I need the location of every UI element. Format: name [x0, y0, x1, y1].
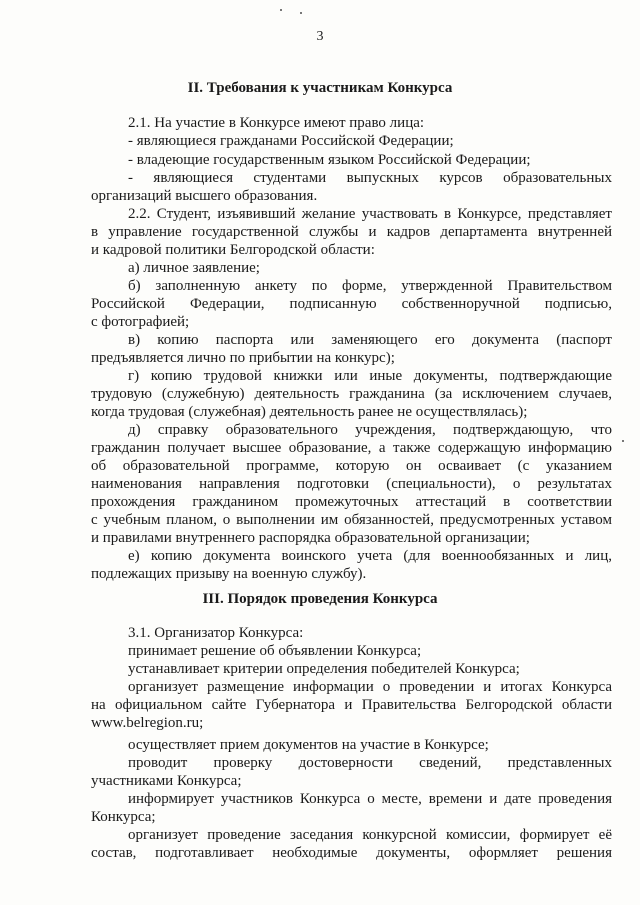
paragraph-line: предъявляется лично по прибытии на конкурс);: [91, 350, 395, 366]
paragraph-line: организаций высшего образования.: [91, 188, 318, 204]
paragraph-line: 2.1. На участие в Конкурсе имеют право лица:: [128, 115, 425, 131]
paragraph-line: организует проведение заседания конкурсной комиссии, формирует её: [128, 827, 612, 843]
paragraph-line: - являющиеся гражданами Российской Федерации;: [128, 133, 454, 149]
paragraph-line: Российской Федерации, подписанную собственноручной подписью,: [91, 296, 612, 312]
paragraph-line: гражданин получает высшее образование, а также содержащую информацию: [91, 440, 612, 456]
paragraph-line: подлежащих призыву на военную службу).: [91, 566, 367, 582]
paragraph-line: www.belregion.ru;: [91, 715, 204, 731]
paragraph-line: когда трудовая (служебная) деятельность ранее не осуществлялась);: [91, 404, 528, 420]
paragraph-line: и кадровой политики Белгородской области:: [91, 242, 375, 258]
page-number: 3: [316, 29, 324, 44]
paragraph-line: участниками Конкурса;: [91, 773, 242, 789]
paragraph-line: г) копию трудовой книжки или иные документы, подтверждающие: [128, 368, 612, 384]
paragraph-line: и правилами внутреннего распорядка образовательной организации;: [91, 530, 530, 546]
scan-artifact: [280, 9, 282, 11]
paragraph-line: б) заполненную анкету по форме, утвержденной Правительством: [128, 278, 612, 294]
paragraph-line: организует размещение информации о проведении и итогах Конкурса: [128, 679, 612, 695]
paragraph-line: проводит проверку достоверности сведений, представленных: [128, 755, 612, 771]
paragraph-line: наименования направления подготовки (специальности), о результатах: [91, 476, 612, 492]
paragraph-line: 2.2. Студент, изъявивший желание участвовать в Конкурсе, представляет: [128, 206, 612, 222]
paragraph-line: на официальном сайте Губернатора и Правительства Белгородской области: [91, 697, 612, 713]
paragraph-line: осуществляет прием документов на участие в Конкурсе;: [128, 737, 489, 753]
paragraph-line: 3.1. Организатор Конкурса:: [128, 625, 304, 641]
paragraph-line: - являющиеся студентами выпускных курсов образовательных: [128, 170, 612, 186]
paragraph-line: с учебным планом, о выполнении им обязанностей, предусмотренных уставом: [91, 512, 612, 528]
scan-artifact: [300, 12, 302, 14]
section-2-heading: II. Требования к участникам Конкурса: [187, 80, 453, 96]
paragraph-line: состав, подготавливает необходимые документы, оформляет решения: [91, 845, 612, 861]
paragraph-line: информирует участников Конкурса о месте, времени и дате проведения: [128, 791, 612, 807]
paragraph-line: об образовательной программе, которую он осваивает (с указанием: [91, 458, 612, 474]
scan-artifact: [622, 440, 624, 442]
paragraph-line: устанавливает критерии определения победителей Конкурса;: [128, 661, 520, 677]
section-3-heading: III. Порядок проведения Конкурса: [202, 591, 438, 607]
paragraph-line: с фотографией;: [91, 314, 190, 330]
paragraph-line: - владеющие государственным языком Российской Федерации;: [128, 152, 531, 168]
paragraph-line: а) личное заявление;: [128, 260, 260, 276]
paragraph-line: Конкурса;: [91, 809, 156, 825]
paragraph-line: прохождения гражданином промежуточных аттестаций в соответствии: [91, 494, 612, 510]
paragraph-line: е) копию документа воинского учета (для военнообязанных и лиц,: [128, 548, 612, 564]
paragraph-line: принимает решение об объявлении Конкурса;: [128, 643, 422, 659]
paragraph-line: трудовую (служебную) деятельность гражданина (за исключением случаев,: [91, 386, 612, 402]
paragraph-line: в) копию паспорта или заменяющего его документа (паспорт: [128, 332, 612, 348]
paragraph-line: д) справку образовательного учреждения, подтверждающую, что: [128, 422, 612, 438]
paragraph-line: в управление государственной службы и кадров департамента внутренней: [91, 224, 612, 240]
